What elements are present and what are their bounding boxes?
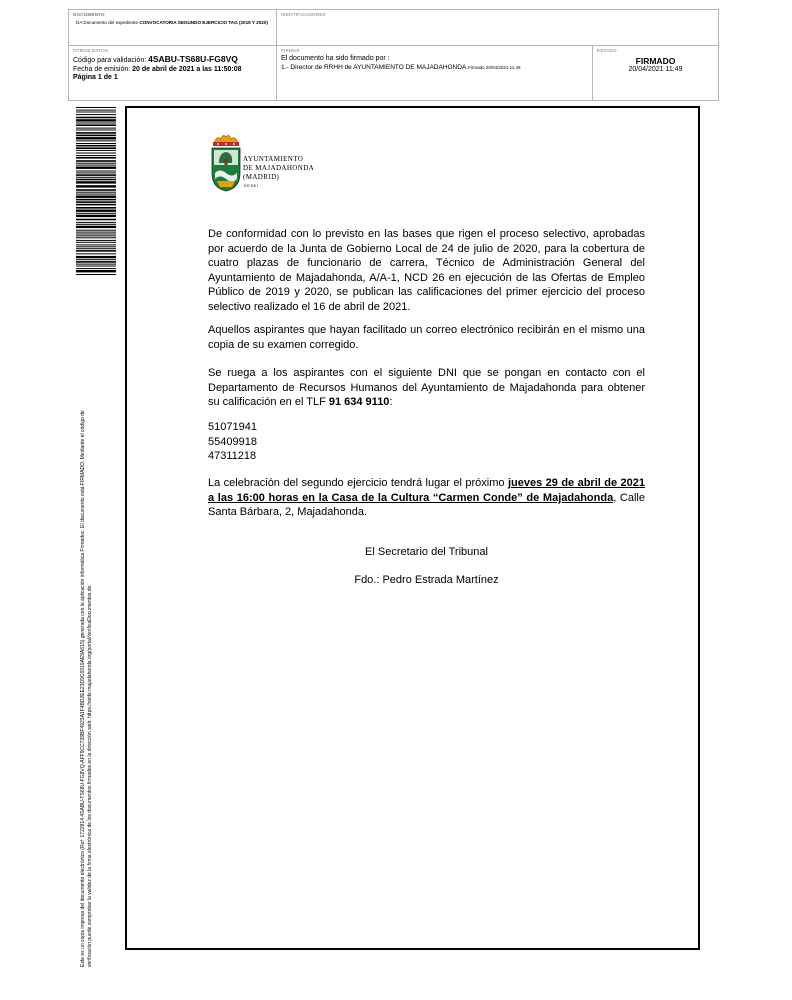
- barcode-bar: [76, 143, 116, 144]
- barcode-bar: [76, 181, 116, 183]
- barcode-bar: [76, 222, 116, 223]
- barcode-bar: [76, 242, 116, 243]
- dni-item: 55409918: [208, 435, 257, 448]
- otros-datos-cell: [69, 46, 277, 100]
- barcode-bar: [76, 114, 116, 115]
- barcode-bar: [76, 224, 116, 225]
- estado-value: FIRMADO: [635, 56, 676, 66]
- barcode-bar: [76, 147, 116, 149]
- barcode-bar: [76, 117, 116, 119]
- barcode-bar: [76, 196, 116, 198]
- codigo-validacion: Código para validación: 4SABU-TS68U-FG8VQ: [73, 54, 238, 64]
- barcode-bar: [76, 253, 116, 254]
- org-name-line-1: AYUNTAMIENTO: [243, 155, 304, 163]
- barcode-bar: [76, 119, 116, 121]
- side-text-line-2: verificación puede comprobar la validez de la firma electrónica de los documentos firmados en la dirección web: https://sede.majadahonda.org/portal/verificaDocumentos.do: [87, 585, 93, 967]
- dni-list: [208, 420, 645, 464]
- barcode-bar: [76, 234, 116, 235]
- barcode-bar: [76, 171, 116, 172]
- barcode-bar: [76, 172, 116, 173]
- barcode-bar: [76, 201, 116, 203]
- paragraph-4: La celebración del segundo ejercicio tendrá lugar el próximo jueves 29 de abril de 2021 a las 16:00 horas en la Casa de la Cultura “Carmen Conde” de Majadahonda, Calle Santa Bárbara, 2, Majadahonda.: [208, 477, 645, 519]
- paragraph-1: De conformidad con lo previsto en las bases que rigen el proceso selectivo, aprobadas por acuerdo de la Junta de Gobierno Local de 24 de julio de 2020, para la cobertura de cuatro plazas de funcionario de carrera, Técnico de Administración General del Ayuntamiento de Majadahonda, A/A-1, NCD 26 en ejecución de las Ofertas de Empleo Público de 2019 y 2020, se publican las calificaciones del primer ejercicio del proceso selectivo realizado el 16 de abril de 2021.: [208, 228, 645, 313]
- barcode-bar: [76, 110, 116, 111]
- exam-date-location: jueves 29 de abril de 2021 a las 16:00 horas en la Casa de la Cultura “Carmen Conde” de Majadahonda: [208, 477, 645, 504]
- barcode-bar: [76, 232, 116, 233]
- barcode-bar: [76, 140, 116, 141]
- barcode-bar: [76, 256, 116, 258]
- paragraph-3: Se ruega a los aspirantes con el siguiente DNI que se pongan en contacto con el Departamento de Recursos Humanos del Ayuntamiento de Majadahonda para obtener su calificación en el TLF 91 634 9110:: [208, 367, 645, 409]
- documento-label: DOCUMENTO: [73, 12, 105, 17]
- side-text-line-1: Este es un copia impresa del documento electrónico (Ref: 1722814 4SABU-TS68U-FG8VQ-AFF9CC728BF4923A1F4BD2EE23D9C6919AE9A615) generada con la aplicación informática Firmadoc. El documento está FIRMADO. Mediante el código de: [80, 410, 86, 967]
- org-name-line-2: DE MAJADAHONDA: [243, 164, 315, 172]
- firmante: 1.- Director de RRHH de AYUNTAMIENTO DE MAJADAHONDA.Firmado 20/04/2021 11:49: [281, 63, 521, 71]
- barcode-bar: [76, 226, 116, 228]
- barcode-image: [76, 107, 116, 275]
- barcode-bar: [76, 204, 116, 206]
- barcode-bar: [76, 274, 116, 275]
- barcode-bar: [76, 145, 116, 147]
- barcode-bar: [76, 192, 116, 193]
- barcode-bar: [76, 160, 116, 162]
- barcode-bar: [76, 248, 116, 249]
- barcode-bar: [76, 124, 116, 126]
- barcode-bar: [76, 157, 116, 159]
- barcode-bar: [76, 177, 116, 178]
- dni-item: 47311218: [208, 450, 257, 463]
- barcode-bar: [76, 155, 116, 156]
- header-row-1: [69, 10, 718, 46]
- barcode-bar: [76, 107, 116, 108]
- org-name-line-3: (MADRID): [243, 173, 280, 181]
- barcode-bar: [76, 240, 116, 241]
- secretary-title: El Secretario del Tribunal: [365, 546, 488, 558]
- barcode-bar: [76, 165, 116, 166]
- dni-item: 51071941: [208, 421, 257, 433]
- barcode-bar: [76, 246, 116, 247]
- phone-number: 91 634 9110: [328, 396, 390, 409]
- barcode-bar: [76, 250, 116, 252]
- org-name: [243, 155, 314, 182]
- estado-fecha: 20/04/2021 11:49: [628, 66, 683, 73]
- barcode-bar: [76, 230, 116, 231]
- barcode-bar: [76, 163, 116, 164]
- barcode-bar: [76, 112, 116, 113]
- barcode-bar: [76, 237, 116, 238]
- barcode-bar: [76, 174, 116, 176]
- signature-name: Fdo.: Pedro Estrada Martínez: [354, 574, 499, 586]
- barcode-bar: [76, 179, 116, 181]
- firmas-label: FIRMAS: [281, 48, 300, 53]
- barcode-bar: [76, 235, 116, 236]
- barcode-bar: [76, 167, 116, 169]
- barcode-bar: [76, 185, 116, 187]
- barcode-bar: [76, 130, 116, 131]
- fecha-emision: Fecha de emisión: 20 de abril de 2021 a las 11:50:08: [73, 65, 242, 73]
- barcode-bar: [76, 150, 116, 151]
- document-header: [68, 9, 719, 101]
- estado-label: ESTADO: [597, 48, 617, 53]
- estado-cell: [593, 46, 718, 100]
- coat-of-arms-icon: [209, 133, 243, 193]
- barcode-bar: [76, 215, 116, 217]
- barcode-bar: [76, 266, 116, 267]
- header-row-2: [69, 46, 718, 100]
- barcode-bar: [76, 207, 116, 209]
- firmas-cell: [277, 46, 593, 100]
- barcode-bar: [76, 259, 116, 260]
- paragraph-2: Aquellos aspirantes que hayan facilitado un correo electrónico recibirán en el mismo una copia de su examen corregido.: [208, 324, 645, 351]
- identificadores-label: IDENTIFICADORES: [281, 12, 326, 17]
- barcode-bar: [76, 153, 116, 154]
- identificadores-cell: [277, 10, 718, 45]
- barcode-bar: [76, 194, 116, 195]
- barcode-bar: [76, 189, 116, 191]
- pagina: Página 1 de 1: [73, 74, 118, 81]
- barcode-bar: [76, 123, 116, 124]
- barcode-bar: [76, 268, 116, 269]
- otros-datos-label: OTROS DATOS: [73, 48, 109, 53]
- barcode-bar: [76, 244, 116, 245]
- barcode-bar: [76, 219, 116, 221]
- barcode-bar: [76, 264, 116, 265]
- documento-value: DA Documento del expediente CONVOCATORIA SEGUNDO EJERCICIO TAG (2019 Y 2020): [76, 20, 268, 25]
- documento-cell: [69, 10, 277, 45]
- barcode-bar: [76, 135, 116, 137]
- firmado-por: El documento ha sido firmado por :: [281, 55, 390, 62]
- barcode-bar: [76, 210, 116, 212]
- barcode-bar: [76, 270, 116, 272]
- barcode-bar: [76, 132, 116, 134]
- barcode-bar: [76, 261, 116, 263]
- verification-side-text: [80, 302, 94, 967]
- barcode-bar: [76, 137, 116, 139]
- barcode-bar: [76, 128, 116, 129]
- barcode-bar: [76, 213, 116, 214]
- barcode-bar: [76, 199, 116, 201]
- org-subtext: EESEI: [244, 183, 259, 188]
